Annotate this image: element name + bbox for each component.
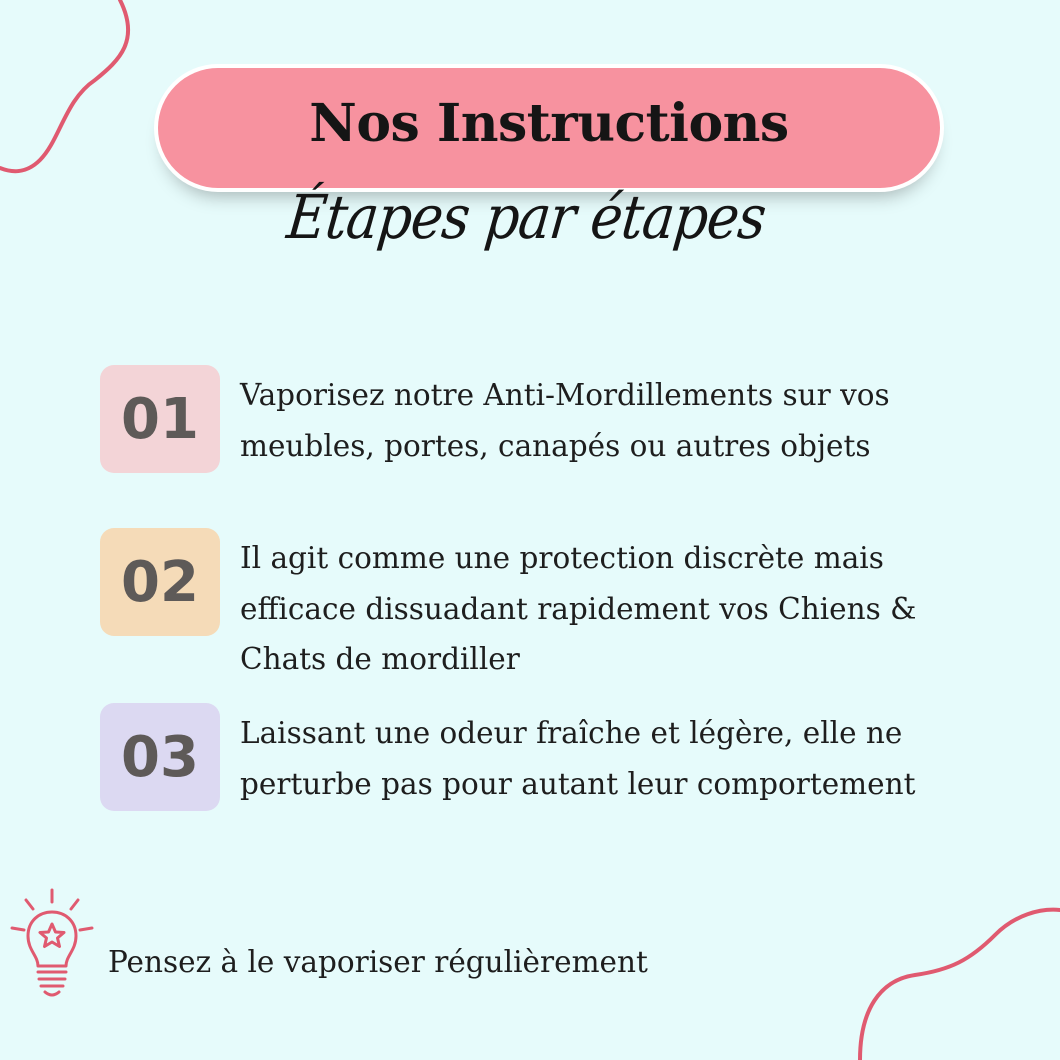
decorative-squiggle-top-left	[0, 0, 150, 200]
page-title: Nos Instructions	[309, 92, 789, 154]
step-description: Il agit comme une protection discrète mais efficace dissuadant rapidement vos Chiens & Chats de mordiller	[240, 541, 917, 676]
title-banner	[158, 68, 940, 188]
step-number-badge: 03	[100, 703, 220, 811]
tip-text: Pensez à le vaporiser régulièrement	[108, 945, 648, 979]
step-description: Vaporisez notre Anti-Mordillements sur vos meubles, portes, canapés ou autres objets	[240, 378, 890, 463]
step-number-badge: 02	[100, 528, 220, 636]
page-subtitle: Étapes par étapes	[283, 182, 769, 253]
tip-section	[0, 880, 800, 1010]
step-number-badge: 01	[100, 365, 220, 473]
step-description: Laissant une odeur fraîche et légère, elle ne perturbe pas pour autant leur comportement	[240, 716, 916, 801]
lightbulb-star-icon	[4, 884, 104, 1008]
decorative-squiggle-bottom-right	[820, 880, 1060, 1060]
